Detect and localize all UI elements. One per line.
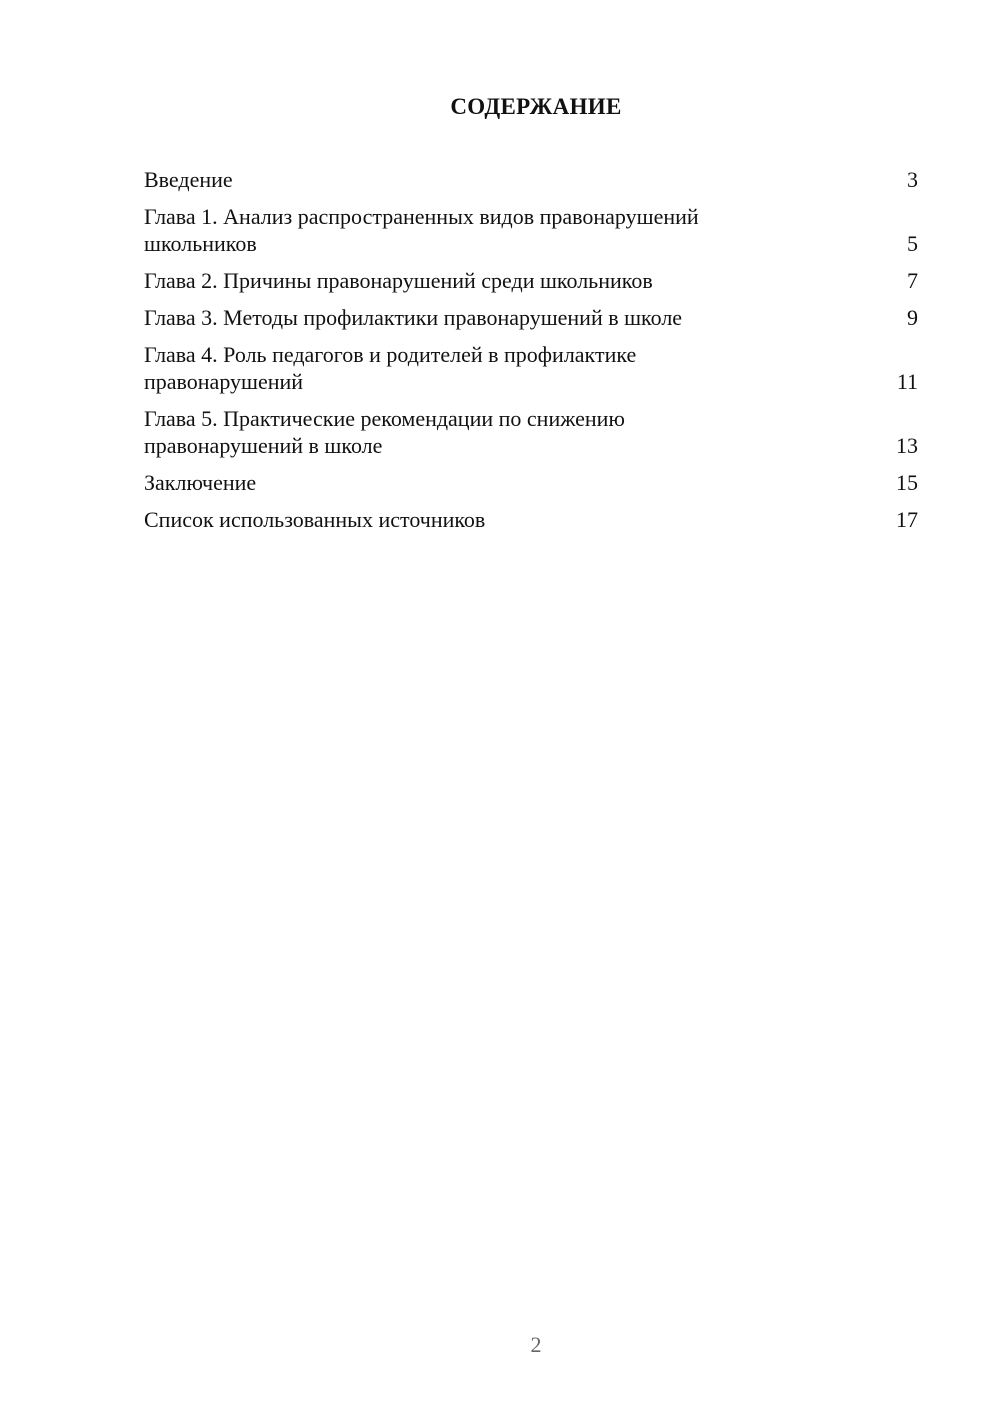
page-title: СОДЕРЖАНИЕ: [450, 94, 622, 119]
toc-item-text: Введение: [144, 167, 233, 192]
toc-item-chapter-2: [144, 267, 918, 294]
toc-item-page: 7: [907, 268, 918, 293]
toc-item-chapter-5: [144, 405, 918, 459]
toc-item-page: 13: [896, 433, 918, 458]
toc-item-page: 9: [907, 305, 918, 330]
toc-item-page: 3: [907, 167, 918, 192]
toc-item-page: 15: [896, 470, 918, 495]
toc-item-page: 5: [907, 231, 918, 256]
toc-item-introduction: [144, 166, 918, 193]
toc-item-text: Глава 5. Практические рекомендации по снижению правонарушений в школе: [144, 406, 625, 458]
toc-item-chapter-3: [144, 304, 918, 331]
toc-item-references: [144, 506, 918, 533]
toc-item-text: Заключение: [144, 470, 257, 495]
toc-item-text: Глава 3. Методы профилактики правонарушений в школе: [144, 305, 683, 330]
page-number: 2: [530, 1332, 542, 1357]
toc-item-chapter-4: [144, 341, 918, 395]
toc-item-page: 11: [896, 369, 918, 394]
toc-item-chapter-1: [144, 203, 918, 257]
table-of-contents: [144, 166, 918, 543]
toc-item-text: Глава 2. Причины правонарушений среди школьников: [144, 268, 653, 293]
toc-item-text: Глава 1. Анализ распространенных видов правонарушений школьников: [144, 204, 699, 256]
toc-item-text: Список использованных источников: [144, 507, 486, 532]
toc-item-page: 17: [896, 507, 918, 532]
toc-item-text: Глава 4. Роль педагогов и родителей в профилактике правонарушений: [144, 342, 637, 394]
toc-item-conclusion: [144, 469, 918, 496]
